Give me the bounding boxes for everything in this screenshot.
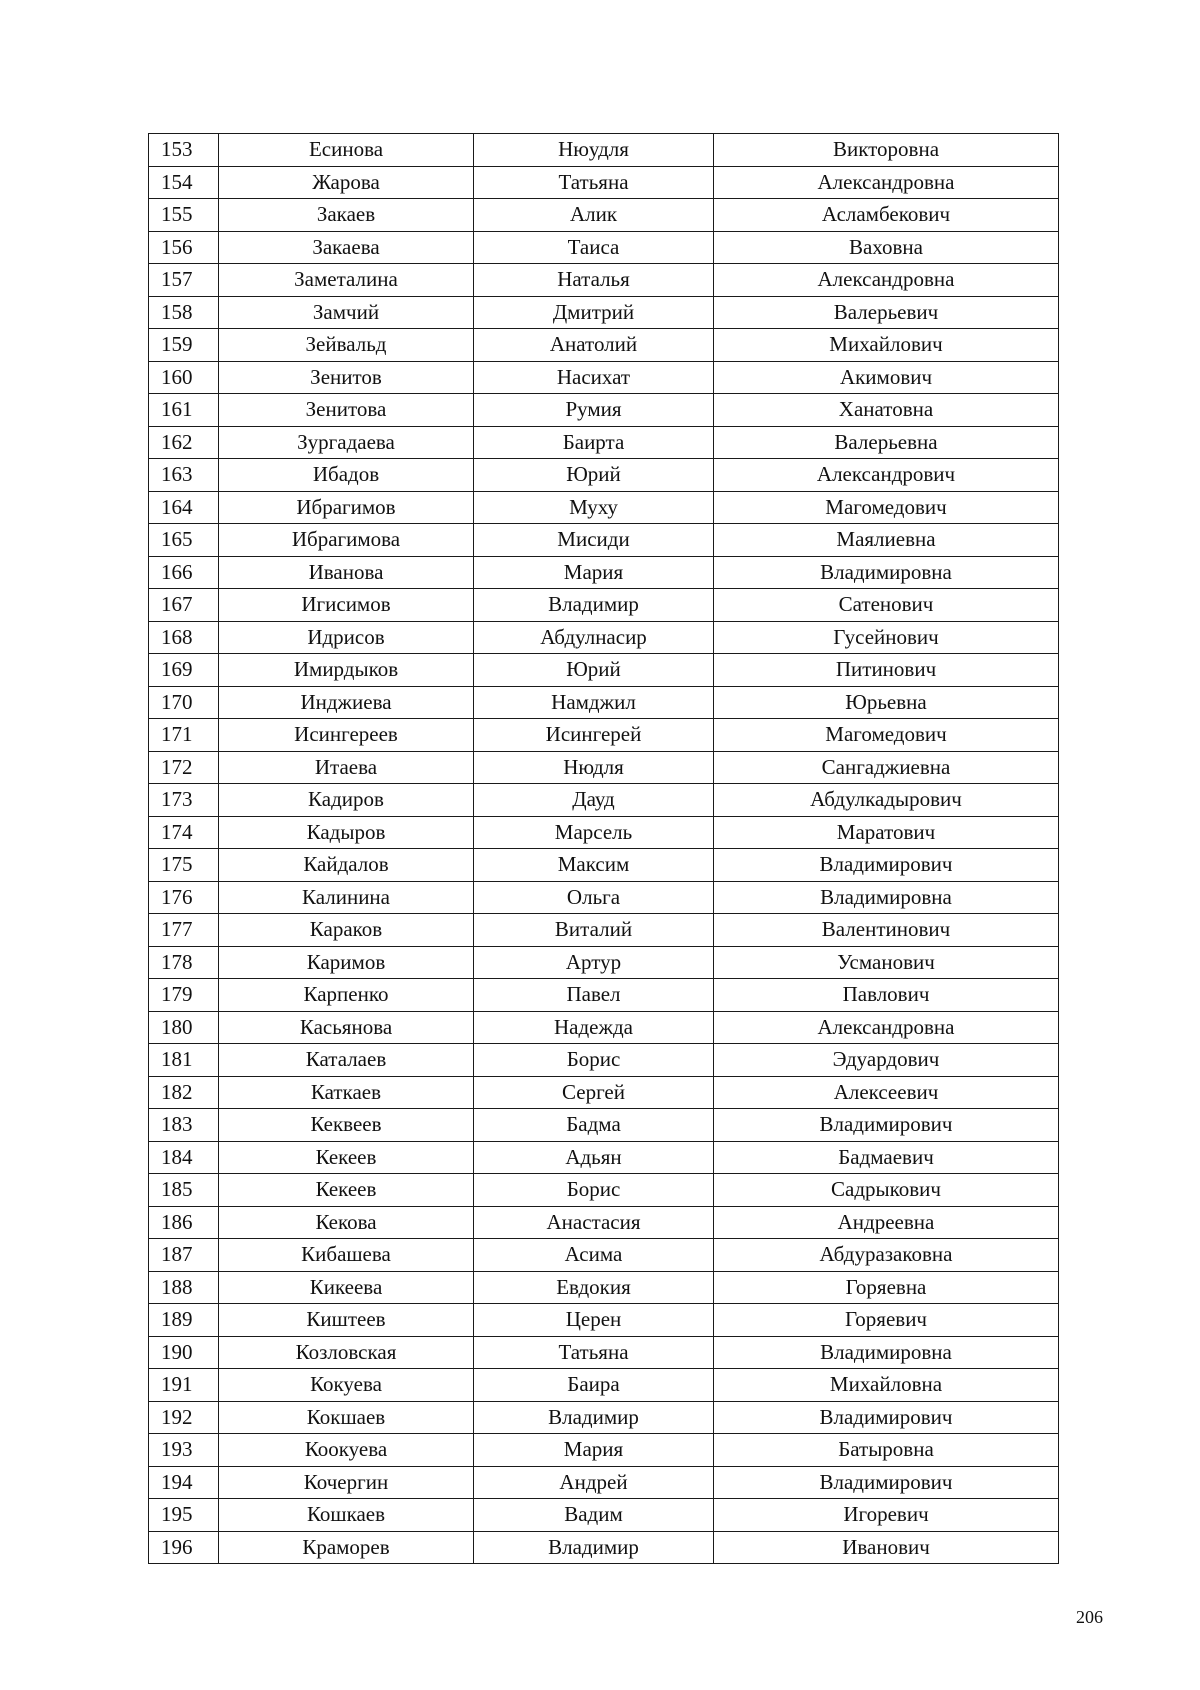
first-name-cell: Надежда [474, 1011, 714, 1044]
row-number-cell: 189 [149, 1304, 219, 1337]
row-number-cell: 168 [149, 621, 219, 654]
table-row [149, 751, 1059, 784]
table-row [149, 881, 1059, 914]
surname-cell: Каткаев [219, 1076, 474, 1109]
row-number-cell: 178 [149, 946, 219, 979]
table-row [149, 719, 1059, 752]
patronymic-cell: Абдулкадырович [714, 784, 1059, 817]
row-number-cell: 170 [149, 686, 219, 719]
first-name-cell: Нюудля [474, 134, 714, 167]
row-number-cell: 161 [149, 394, 219, 427]
surname-cell: Зургадаева [219, 426, 474, 459]
row-number-cell: 188 [149, 1271, 219, 1304]
first-name-cell: Муху [474, 491, 714, 524]
row-number-cell: 165 [149, 524, 219, 557]
table-row [149, 491, 1059, 524]
table-row [149, 1499, 1059, 1532]
table-row [149, 1336, 1059, 1369]
surname-cell: Краморев [219, 1531, 474, 1564]
surname-cell: Закаева [219, 231, 474, 264]
surname-cell: Караков [219, 914, 474, 947]
first-name-cell: Адьян [474, 1141, 714, 1174]
table-row [149, 231, 1059, 264]
row-number-cell: 164 [149, 491, 219, 524]
first-name-cell: Мисиди [474, 524, 714, 557]
first-name-cell: Намджил [474, 686, 714, 719]
patronymic-cell: Садрыкович [714, 1174, 1059, 1207]
names-table-body [149, 134, 1059, 1564]
patronymic-cell: Горяевич [714, 1304, 1059, 1337]
row-number-cell: 192 [149, 1401, 219, 1434]
first-name-cell: Наталья [474, 264, 714, 297]
surname-cell: Каримов [219, 946, 474, 979]
row-number-cell: 160 [149, 361, 219, 394]
patronymic-cell: Бадмаевич [714, 1141, 1059, 1174]
table-row [149, 1369, 1059, 1402]
patronymic-cell: Александровна [714, 1011, 1059, 1044]
patronymic-cell: Маялиевна [714, 524, 1059, 557]
row-number-cell: 157 [149, 264, 219, 297]
row-number-cell: 182 [149, 1076, 219, 1109]
surname-cell: Кошкаев [219, 1499, 474, 1532]
table-row [149, 621, 1059, 654]
surname-cell: Кокуева [219, 1369, 474, 1402]
first-name-cell: Борис [474, 1174, 714, 1207]
table-row [149, 1531, 1059, 1564]
row-number-cell: 172 [149, 751, 219, 784]
row-number-cell: 196 [149, 1531, 219, 1564]
first-name-cell: Татьяна [474, 166, 714, 199]
first-name-cell: Владимир [474, 1401, 714, 1434]
patronymic-cell: Александровна [714, 264, 1059, 297]
first-name-cell: Татьяна [474, 1336, 714, 1369]
patronymic-cell: Игоревич [714, 1499, 1059, 1532]
patronymic-cell: Акимович [714, 361, 1059, 394]
patronymic-cell: Ханатовна [714, 394, 1059, 427]
patronymic-cell: Гусейнович [714, 621, 1059, 654]
table-row [149, 979, 1059, 1012]
patronymic-cell: Михайловна [714, 1369, 1059, 1402]
patronymic-cell: Владимирович [714, 1109, 1059, 1142]
patronymic-cell: Владимирович [714, 1401, 1059, 1434]
row-number-cell: 155 [149, 199, 219, 232]
surname-cell: Заметалина [219, 264, 474, 297]
surname-cell: Имирдыков [219, 654, 474, 687]
first-name-cell: Дмитрий [474, 296, 714, 329]
row-number-cell: 185 [149, 1174, 219, 1207]
table-row [149, 296, 1059, 329]
patronymic-cell: Сангаджиевна [714, 751, 1059, 784]
surname-cell: Кеквеев [219, 1109, 474, 1142]
row-number-cell: 174 [149, 816, 219, 849]
first-name-cell: Марсель [474, 816, 714, 849]
first-name-cell: Артур [474, 946, 714, 979]
first-name-cell: Максим [474, 849, 714, 882]
row-number-cell: 183 [149, 1109, 219, 1142]
first-name-cell: Павел [474, 979, 714, 1012]
table-row [149, 914, 1059, 947]
surname-cell: Ибадов [219, 459, 474, 492]
row-number-cell: 156 [149, 231, 219, 264]
row-number-cell: 193 [149, 1434, 219, 1467]
table-row [149, 426, 1059, 459]
table-row [149, 654, 1059, 687]
table-row [149, 1271, 1059, 1304]
surname-cell: Каталаев [219, 1044, 474, 1077]
patronymic-cell: Александрович [714, 459, 1059, 492]
table-row [149, 589, 1059, 622]
first-name-cell: Баира [474, 1369, 714, 1402]
patronymic-cell: Юрьевна [714, 686, 1059, 719]
table-row [149, 1011, 1059, 1044]
row-number-cell: 190 [149, 1336, 219, 1369]
first-name-cell: Нюдля [474, 751, 714, 784]
table-row [149, 1141, 1059, 1174]
table-row [149, 1174, 1059, 1207]
row-number-cell: 173 [149, 784, 219, 817]
table-row [149, 329, 1059, 362]
table-row [149, 556, 1059, 589]
surname-cell: Кайдалов [219, 849, 474, 882]
row-number-cell: 176 [149, 881, 219, 914]
names-table [148, 133, 1059, 1564]
row-number-cell: 187 [149, 1239, 219, 1272]
first-name-cell: Вадим [474, 1499, 714, 1532]
surname-cell: Киштеев [219, 1304, 474, 1337]
first-name-cell: Евдокия [474, 1271, 714, 1304]
table-row [149, 1434, 1059, 1467]
patronymic-cell: Питинович [714, 654, 1059, 687]
patronymic-cell: Владимирович [714, 1466, 1059, 1499]
first-name-cell: Виталий [474, 914, 714, 947]
first-name-cell: Борис [474, 1044, 714, 1077]
patronymic-cell: Абдуразаковна [714, 1239, 1059, 1272]
first-name-cell: Абдулнасир [474, 621, 714, 654]
surname-cell: Кочергин [219, 1466, 474, 1499]
surname-cell: Ибрагимова [219, 524, 474, 557]
surname-cell: Кокшаев [219, 1401, 474, 1434]
patronymic-cell: Владимирович [714, 849, 1059, 882]
table-row [149, 1239, 1059, 1272]
first-name-cell: Церен [474, 1304, 714, 1337]
surname-cell: Козловская [219, 1336, 474, 1369]
patronymic-cell: Павлович [714, 979, 1059, 1012]
row-number-cell: 166 [149, 556, 219, 589]
surname-cell: Идрисов [219, 621, 474, 654]
patronymic-cell: Владимировна [714, 556, 1059, 589]
row-number-cell: 177 [149, 914, 219, 947]
patronymic-cell: Михайлович [714, 329, 1059, 362]
patronymic-cell: Александровна [714, 166, 1059, 199]
patronymic-cell: Ваховна [714, 231, 1059, 264]
surname-cell: Касьянова [219, 1011, 474, 1044]
surname-cell: Исингереев [219, 719, 474, 752]
surname-cell: Кикеева [219, 1271, 474, 1304]
row-number-cell: 163 [149, 459, 219, 492]
patronymic-cell: Усманович [714, 946, 1059, 979]
row-number-cell: 180 [149, 1011, 219, 1044]
surname-cell: Зейвальд [219, 329, 474, 362]
first-name-cell: Румия [474, 394, 714, 427]
first-name-cell: Анастасия [474, 1206, 714, 1239]
patronymic-cell: Магомедович [714, 719, 1059, 752]
surname-cell: Игисимов [219, 589, 474, 622]
patronymic-cell: Иванович [714, 1531, 1059, 1564]
first-name-cell: Юрий [474, 654, 714, 687]
surname-cell: Закаев [219, 199, 474, 232]
page-number: 206 [1076, 1607, 1103, 1627]
first-name-cell: Дауд [474, 784, 714, 817]
first-name-cell: Таиса [474, 231, 714, 264]
table-row [149, 1304, 1059, 1337]
row-number-cell: 158 [149, 296, 219, 329]
surname-cell: Кекеев [219, 1174, 474, 1207]
first-name-cell: Владимир [474, 589, 714, 622]
table-row [149, 166, 1059, 199]
table-row [149, 1401, 1059, 1434]
surname-cell: Кекова [219, 1206, 474, 1239]
surname-cell: Кадиров [219, 784, 474, 817]
patronymic-cell: Магомедович [714, 491, 1059, 524]
row-number-cell: 191 [149, 1369, 219, 1402]
row-number-cell: 159 [149, 329, 219, 362]
table-row [149, 1044, 1059, 1077]
row-number-cell: 181 [149, 1044, 219, 1077]
row-number-cell: 195 [149, 1499, 219, 1532]
surname-cell: Замчий [219, 296, 474, 329]
first-name-cell: Ольга [474, 881, 714, 914]
surname-cell: Иванова [219, 556, 474, 589]
surname-cell: Зенитова [219, 394, 474, 427]
surname-cell: Инджиева [219, 686, 474, 719]
patronymic-cell: Валентинович [714, 914, 1059, 947]
first-name-cell: Алик [474, 199, 714, 232]
table-row [149, 1206, 1059, 1239]
surname-cell: Есинова [219, 134, 474, 167]
patronymic-cell: Владимировна [714, 1336, 1059, 1369]
table-row [149, 1076, 1059, 1109]
row-number-cell: 162 [149, 426, 219, 459]
patronymic-cell: Сатенович [714, 589, 1059, 622]
table-row [149, 459, 1059, 492]
table-row [149, 199, 1059, 232]
first-name-cell: Сергей [474, 1076, 714, 1109]
first-name-cell: Бадма [474, 1109, 714, 1142]
row-number-cell: 184 [149, 1141, 219, 1174]
row-number-cell: 153 [149, 134, 219, 167]
table-row [149, 1466, 1059, 1499]
patronymic-cell: Эдуардович [714, 1044, 1059, 1077]
table-row [149, 784, 1059, 817]
surname-cell: Зенитов [219, 361, 474, 394]
row-number-cell: 154 [149, 166, 219, 199]
surname-cell: Кадыров [219, 816, 474, 849]
first-name-cell: Андрей [474, 1466, 714, 1499]
surname-cell: Ибрагимов [219, 491, 474, 524]
row-number-cell: 169 [149, 654, 219, 687]
first-name-cell: Юрий [474, 459, 714, 492]
surname-cell: Итаева [219, 751, 474, 784]
table-row [149, 946, 1059, 979]
surname-cell: Коокуева [219, 1434, 474, 1467]
table-row [149, 849, 1059, 882]
patronymic-cell: Маратович [714, 816, 1059, 849]
row-number-cell: 171 [149, 719, 219, 752]
row-number-cell: 186 [149, 1206, 219, 1239]
surname-cell: Карпенко [219, 979, 474, 1012]
row-number-cell: 167 [149, 589, 219, 622]
first-name-cell: Владимир [474, 1531, 714, 1564]
row-number-cell: 175 [149, 849, 219, 882]
patronymic-cell: Викторовна [714, 134, 1059, 167]
patronymic-cell: Алексеевич [714, 1076, 1059, 1109]
surname-cell: Кекеев [219, 1141, 474, 1174]
surname-cell: Калинина [219, 881, 474, 914]
table-row [149, 524, 1059, 557]
table-row [149, 134, 1059, 167]
first-name-cell: Исингерей [474, 719, 714, 752]
first-name-cell: Мария [474, 556, 714, 589]
patronymic-cell: Асламбекович [714, 199, 1059, 232]
patronymic-cell: Горяевна [714, 1271, 1059, 1304]
table-row [149, 686, 1059, 719]
row-number-cell: 194 [149, 1466, 219, 1499]
patronymic-cell: Валерьевич [714, 296, 1059, 329]
table-row [149, 394, 1059, 427]
table-row [149, 361, 1059, 394]
surname-cell: Кибашева [219, 1239, 474, 1272]
first-name-cell: Баирта [474, 426, 714, 459]
first-name-cell: Анатолий [474, 329, 714, 362]
first-name-cell: Мария [474, 1434, 714, 1467]
first-name-cell: Асима [474, 1239, 714, 1272]
patronymic-cell: Валерьевна [714, 426, 1059, 459]
table-row [149, 264, 1059, 297]
patronymic-cell: Батыровна [714, 1434, 1059, 1467]
first-name-cell: Насихат [474, 361, 714, 394]
table-row [149, 1109, 1059, 1142]
patronymic-cell: Андреевна [714, 1206, 1059, 1239]
row-number-cell: 179 [149, 979, 219, 1012]
surname-cell: Жарова [219, 166, 474, 199]
patronymic-cell: Владимировна [714, 881, 1059, 914]
table-row [149, 816, 1059, 849]
